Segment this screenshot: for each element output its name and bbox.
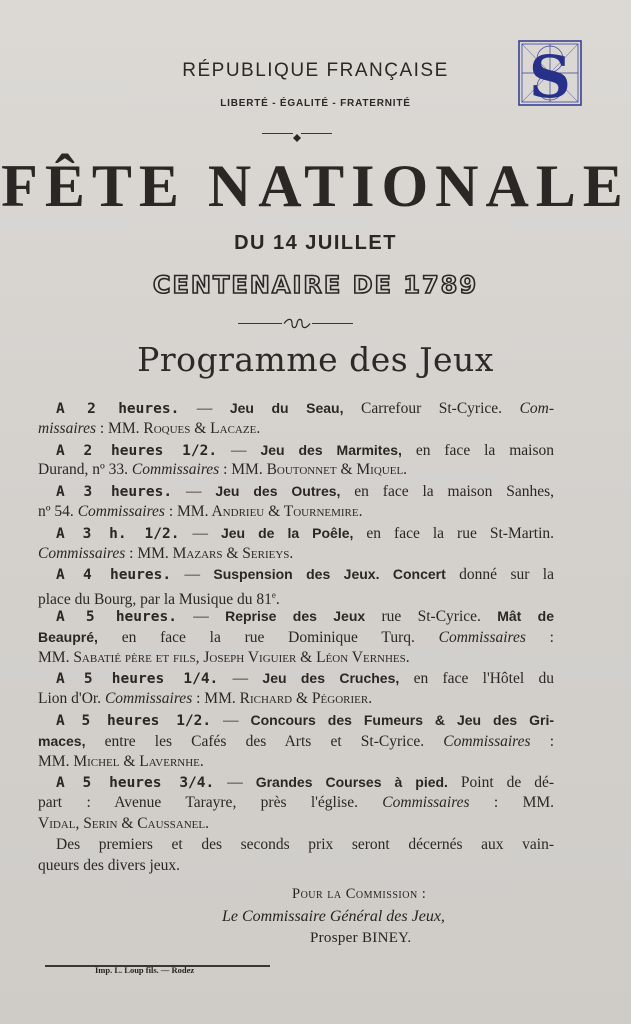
- closing-line-2: queurs des divers jeux.: [38, 856, 181, 874]
- program-line-21: Vidal, Serin & Caussanel.: [38, 814, 209, 832]
- ornament-rule-right: [301, 133, 332, 134]
- printer-imprint: Imp. L. Loup fils. — Rodez: [95, 965, 195, 975]
- program-line-20: part : Avenue Tarayre, près l'église. Commissaires : MM.: [38, 794, 555, 812]
- program-line-11: A 5 heures. — Reprise des Jeux rue St-Cyrice. Mât de: [56, 607, 555, 625]
- program-line-16: A 5 heures 1/2. — Concours des Fumeurs & Jeu des Gri-: [56, 711, 555, 729]
- program-line-6: nº 54. Commissaires : MM. Andrieu & Tournemire.: [38, 502, 363, 520]
- national-motto: LIBERTÉ - ÉGALITÉ - FRATERNITÉ: [220, 98, 411, 109]
- program-line-10: place du Bourg, par la Musique du 81e.: [38, 590, 280, 609]
- centenaire-heading: CENTENAIRE DE 1789: [152, 271, 479, 299]
- program-line-7: A 3 h. 1/2. — Jeu de la Poêle, en face la rue St-Martin.: [56, 524, 554, 542]
- signature-name: Prosper BINEY.: [310, 930, 412, 946]
- date-subtitle: DU 14 JUILLET: [234, 232, 397, 254]
- ornament-flourish: [282, 318, 312, 329]
- ornament-rule-left: [262, 133, 293, 134]
- logo-letter: S: [529, 43, 571, 106]
- signature-title: Le Commissaire Général des Jeux,: [222, 908, 445, 925]
- fete-title: FÊTE NATIONALE: [1, 153, 630, 219]
- ornament-diamond: [293, 129, 301, 137]
- programme-heading: Programme des Jeux: [137, 340, 494, 379]
- program-line-15: Lion d'Or. Commissaires : MM. Richard & Pégorier.: [38, 690, 373, 708]
- program-line-1: A 2 heures. — Jeu du Seau, Carrefour St-Cyrice. Com-: [56, 400, 555, 417]
- ornament-rule-left-2: [238, 323, 282, 324]
- republic-heading: RÉPUBLIQUE FRANÇAISE: [182, 60, 449, 81]
- program-line-12: Beaupré, en face la rue Dominique Turq. Commissaires :: [38, 628, 554, 646]
- program-line-13: MM. Sabatié père et fils, Joseph Viguier & Léon Vernhes.: [38, 648, 410, 666]
- program-line-17: maces, entre les Cafés des Arts et St-Cyrice. Commissaires :: [38, 732, 555, 750]
- signature-commission: Pour la Commission :: [292, 886, 427, 902]
- closing-line-1: Des premiers et des seconds prix seront décernés aux vain-: [56, 835, 554, 853]
- program-line-2: missaires : MM. Roques & Lacaze.: [38, 419, 261, 437]
- program-line-19: A 5 heures 3/4. — Grandes Courses à pied. Point de dé-: [56, 774, 555, 792]
- program-line-5: A 3 heures. — Jeu des Outres, en face la maison Sanhes,: [56, 483, 555, 501]
- program-line-9: A 4 heures. — Suspension des Jeux. Concert donné sur la: [56, 566, 554, 584]
- programme-body: [38, 398, 554, 876]
- program-line-14: A 5 heures 1/4. — Jeu des Cruches, en face l'Hôtel du: [56, 670, 554, 688]
- program-line-4: Durand, nº 33. Commissaires : MM. Boutonnet & Miquel.: [38, 461, 408, 479]
- program-line-8: Commissaires : MM. Mazars & Serieys.: [38, 544, 294, 562]
- ornament-rule-right-2: [312, 323, 353, 324]
- program-line-18: MM. Michel & Lavernhe.: [38, 752, 204, 770]
- program-line-3: A 2 heures 1/2. — Jeu des Marmites, en face la maison: [56, 441, 554, 459]
